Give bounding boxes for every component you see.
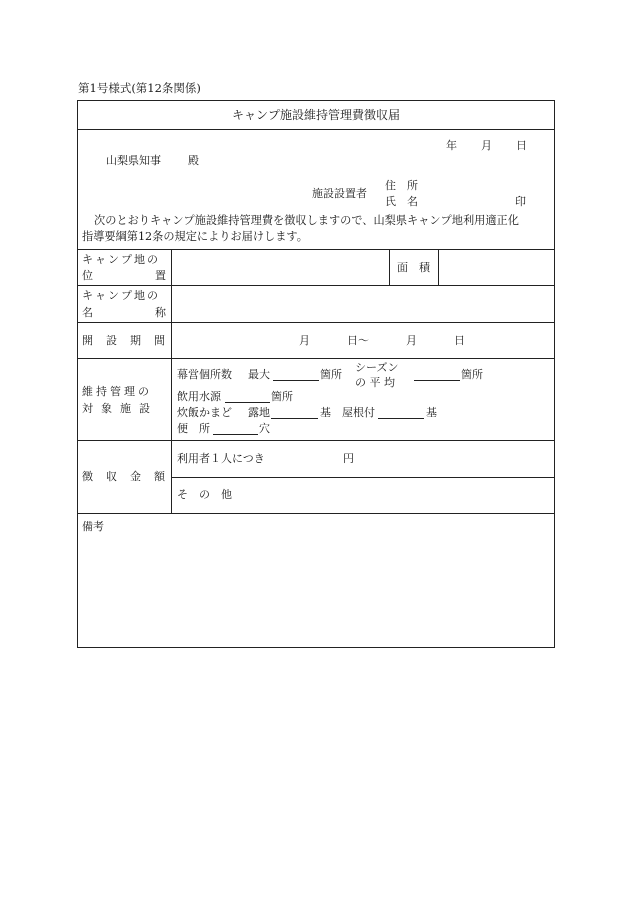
location-label-right: 置 bbox=[155, 269, 166, 282]
season-average-unit: 箇所 bbox=[461, 368, 483, 381]
tent-max-blank[interactable] bbox=[273, 370, 319, 381]
divider-fee bbox=[77, 513, 555, 514]
applicant-label: 施設設置者 bbox=[312, 187, 367, 200]
stove-roofed-blank[interactable] bbox=[378, 408, 424, 419]
addressee-honorific: 殿 bbox=[188, 154, 199, 167]
location-label-top: キャンプ地の bbox=[82, 253, 160, 266]
divider-area-left bbox=[389, 249, 390, 285]
tent-count-label: 幕営個所数 bbox=[177, 368, 232, 381]
stove-outdoor-unit: 基 bbox=[320, 406, 331, 419]
water-source-label: 飲用水源 bbox=[177, 390, 221, 403]
area-label: 面 積 bbox=[397, 261, 430, 274]
form-number: 第1号様式(第12条関係) bbox=[78, 81, 201, 95]
divider-period bbox=[77, 358, 555, 359]
date-year: 年 bbox=[446, 139, 457, 152]
period-day-end: 日 bbox=[454, 334, 465, 347]
water-source-blank[interactable] bbox=[225, 392, 270, 403]
water-source-unit: 箇所 bbox=[271, 390, 293, 403]
tent-max-unit: 箇所 bbox=[320, 368, 342, 381]
campsite-name-label-top: キャンプ地の bbox=[82, 289, 160, 302]
seal-mark: 印 bbox=[515, 195, 526, 208]
season-average-blank[interactable] bbox=[414, 370, 460, 381]
divider-title bbox=[77, 129, 555, 130]
divider-facilities bbox=[77, 440, 555, 441]
period-day-start: 日〜 bbox=[347, 334, 369, 347]
stove-roofed-label: 屋根付 bbox=[342, 406, 375, 419]
divider-fee-inner bbox=[171, 477, 555, 478]
toilet-label: 便 所 bbox=[177, 422, 210, 435]
campsite-name-label-left: 名 bbox=[82, 306, 93, 319]
period-month-end: 月 bbox=[406, 334, 417, 347]
date-month: 月 bbox=[481, 139, 492, 152]
address-label: 住 所 bbox=[385, 179, 418, 192]
body-text-line1: 次のとおりキャンプ施設維持管理費を徴収しますので、山梨県キャンプ地利用適正化 bbox=[94, 214, 519, 227]
stove-label: 炊飯かまど bbox=[177, 406, 232, 419]
toilet-blank[interactable] bbox=[213, 424, 258, 435]
stove-outdoor-blank[interactable] bbox=[271, 408, 318, 419]
period-label: 開設期間 bbox=[82, 334, 178, 347]
name-label: 氏 名 bbox=[385, 195, 418, 208]
stove-roofed-unit: 基 bbox=[426, 406, 437, 419]
period-month-start: 月 bbox=[299, 334, 310, 347]
fee-yen-unit: 円 bbox=[343, 452, 354, 465]
divider-header bbox=[77, 249, 555, 250]
facilities-label-line1: 維持管理の bbox=[82, 385, 152, 398]
body-text-line2: 指導要綱第12条の規定によりお届けします。 bbox=[82, 230, 308, 243]
season-label-line2: の 平 均 bbox=[355, 376, 395, 389]
remarks-label: 備考 bbox=[82, 520, 104, 533]
date-day: 日 bbox=[516, 139, 527, 152]
fee-label: 徴収金額 bbox=[82, 470, 178, 483]
fee-other-label: そ の 他 bbox=[177, 488, 232, 501]
stove-outdoor-label: 露地 bbox=[248, 406, 270, 419]
facilities-label-line2: 対象施設 bbox=[82, 402, 158, 415]
form-title: キャンプ施設維持管理費徴収届 bbox=[231, 108, 400, 122]
addressee-name: 山梨県知事 bbox=[106, 154, 161, 167]
remarks-field[interactable] bbox=[78, 536, 554, 646]
toilet-unit: 穴 bbox=[259, 422, 270, 435]
tent-max-label: 最大 bbox=[248, 368, 270, 381]
location-label-left: 位 bbox=[82, 269, 93, 282]
season-label-line1: シーズン bbox=[355, 361, 399, 374]
divider-name bbox=[77, 322, 555, 323]
campsite-name-label-right: 称 bbox=[155, 306, 166, 319]
divider-location bbox=[77, 285, 555, 286]
fee-per-user-label: 利用者１人につき bbox=[177, 452, 265, 465]
divider-area-right bbox=[438, 249, 439, 285]
